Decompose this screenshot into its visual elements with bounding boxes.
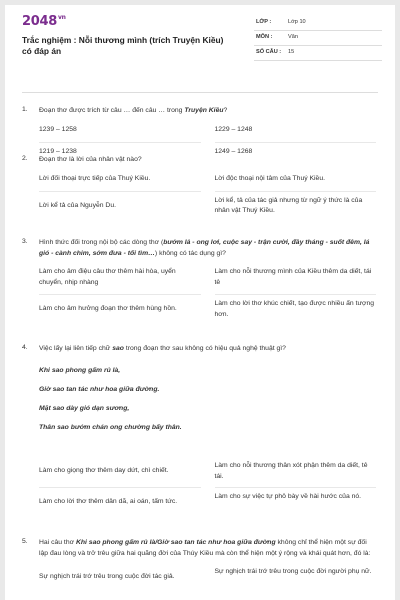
header-divider (22, 92, 378, 93)
option-d[interactable]: Làm cho sự việc tự phô bày về hài hước của nó. (215, 487, 377, 514)
options (39, 457, 376, 515)
question-4: 4. Việc lấy lại liên tiếp chữ sao trong đoạn thơ sau không có hiệu quả nghệ thuật gì? Khi sao phong gấm rủ là, Giờ sao tan tác như hoa giữa đường. Mặt sao dày gió dạn sương, Thân sao bướm chán ong chường bấy thân. Làm cho giọng thơ thêm day dứt, chì chiết. Làm cho nỗi thương thân xót phận thêm da diết, tê tái. Làm cho lời thơ thêm dân dã, ai oán, tấm tức. Làm cho sự việc tự phô bày về hài hước của nó. (22, 344, 376, 514)
option-b[interactable]: Sự nghịch trái trớ trêu trong cuộc đời người phụ nữ. (214, 568, 372, 576)
question-text: Đoạn thơ là lời của nhân vật nào? (39, 156, 142, 163)
info-row-class: LỚP : Lớp 10 (254, 16, 382, 31)
poem-excerpt (39, 361, 376, 437)
option-b[interactable]: Làm cho nỗi thương thân xót phận thêm da diết, tê tái. (214, 461, 368, 480)
option-c[interactable]: Lời kể tả của Nguyễn Du. (39, 191, 201, 223)
page-title: Trắc nghiệm : Nỗi thương mình (trích Truyện Kiều) có đáp án (22, 35, 224, 57)
options (39, 263, 376, 326)
option-b[interactable]: 1229 – 1248 (214, 125, 253, 133)
option-c[interactable]: Làm cho lời thơ thêm dân dã, ai oán, tấm tức. (39, 487, 201, 514)
header-left (22, 14, 232, 58)
option-a[interactable]: Lời đối thoại trực tiếp của Thuý Kiều. (39, 174, 151, 182)
option-a[interactable]: Làm cho giọng thơ thêm day dứt, chì chiết. (39, 466, 169, 474)
question-text: Đoạn thơ được trích từ câu … đến câu … trong Truyện Kiều? (39, 107, 228, 114)
poem-line: Khi sao phong gấm rủ là, (39, 366, 121, 374)
question-text: Việc lấy lại liên tiếp chữ sao trong đoạn thơ sau không có hiệu quả nghệ thuật gì? (39, 345, 286, 352)
question-1: 1. Đoạn thơ được trích từ câu … đến câu … trong Truyện Kiều? 1239 – 1258 1229 – 1248 1219 – 1238 1249 – 1268 (22, 106, 376, 164)
option-c[interactable]: Làm cho âm hưởng đoạn thơ thêm hùng hồn. (39, 294, 201, 326)
option-a[interactable]: 1239 – 1258 (39, 125, 77, 133)
option-d[interactable]: Làm cho lời thơ khúc chiết, tạo được nhiều ấn tượng hơn. (215, 294, 377, 326)
question-text: Hai câu thơ Khi sao phong gấm rủ là/Giờ sao tan tác như hoa giữa đường không chỉ thể hiện một sự đối lập đau lòng và trở trêu giữa hai quãng đời của Thúy Kiều mà còn thể hiện một ý rộng và khái quát hơn, đó là: (39, 539, 371, 557)
options (39, 563, 376, 589)
option-d[interactable]: 1249 – 1268 (215, 142, 377, 164)
question-5: 5. Hai câu thơ Khi sao phong gấm rủ là/Giờ sao tan tác như hoa giữa đường không chỉ thể hiện một sự đối lập đau lòng và trở trêu giữa hai quãng đời của Thúy Kiều mà còn thể hiện một ý rộng và khái quát hơn, đó là: Sự nghịch trái trớ trêu trong cuộc đời tác giả. Sự nghịch trái trớ trêu trong cuộc đời người phụ nữ. (22, 538, 376, 589)
poem-line: Thân sao bướm chán ong chường bấy thân. (39, 423, 182, 431)
option-d[interactable]: Lời kể, tả của tác giả nhưng từ ngữ ý thức là của nhân vật Thuý Kiều. (215, 191, 377, 223)
options (39, 170, 376, 223)
option-b[interactable]: Lời độc thoại nội tâm của Thuý Kiều. (214, 174, 326, 182)
poem-line: Mặt sao dày gió dạn sương, (39, 404, 130, 412)
info-row-subject: MÔN : Văn (254, 31, 382, 46)
poem-line: Giờ sao tan tác như hoa giữa đường. (39, 385, 160, 393)
site-logo[interactable]: $2048^{vn}$ (22, 14, 66, 29)
option-b[interactable]: Làm cho nỗi thương mình của Kiều thêm da diết, tái tê (214, 268, 372, 286)
info-table (254, 16, 382, 61)
question-2: 2. Đoạn thơ là lời của nhân vật nào? Lời đối thoại trực tiếp của Thuý Kiều. Lời độc thoại nội tâm của Thuý Kiều. Lời kể tả của Nguyễn Du. Lời kể, tả của tác giả nhưng từ ngữ ý thức là của nhân vật Thuý Kiều. (22, 155, 376, 222)
option-a[interactable]: Sự nghịch trái trớ trêu trong cuộc đời tác giả. (39, 573, 175, 581)
document-page (5, 5, 395, 600)
question-text: Hình thức đối trong nội bộ các dòng thơ (bướm lả - ong lơi, cuộc say - trận cười, đầy tháng - suốt đêm, lá gió - cành chim, sớm đưa - tối tìm…) không có tác dụng gì? (39, 239, 370, 257)
option-a[interactable]: Làm cho âm điệu câu thơ thêm hài hòa, uyển chuyển, nhịp nhàng (39, 268, 176, 286)
info-row-count: SỐ CÂU : 15 (254, 46, 382, 61)
option-c[interactable]: 1219 – 1238 (39, 142, 201, 164)
question-3: 3. Hình thức đối trong nội bộ các dòng thơ (bướm lả - ong lơi, cuộc say - trận cười, đầy tháng - suốt đêm, lá gió - cành chim, sớm đưa - tối tìm…) không có tác dụng gì? Làm cho âm điệu câu thơ thêm hài hòa, uyển chuyển, nhịp nhàng Làm cho nỗi thương mình của Kiều thêm da diết, tái tê Làm cho âm hưởng đoạn thơ thêm hùng hồn. Làm cho lời thơ khúc chiết, tạo được nhiều ấn tượng hơn. (22, 238, 376, 326)
